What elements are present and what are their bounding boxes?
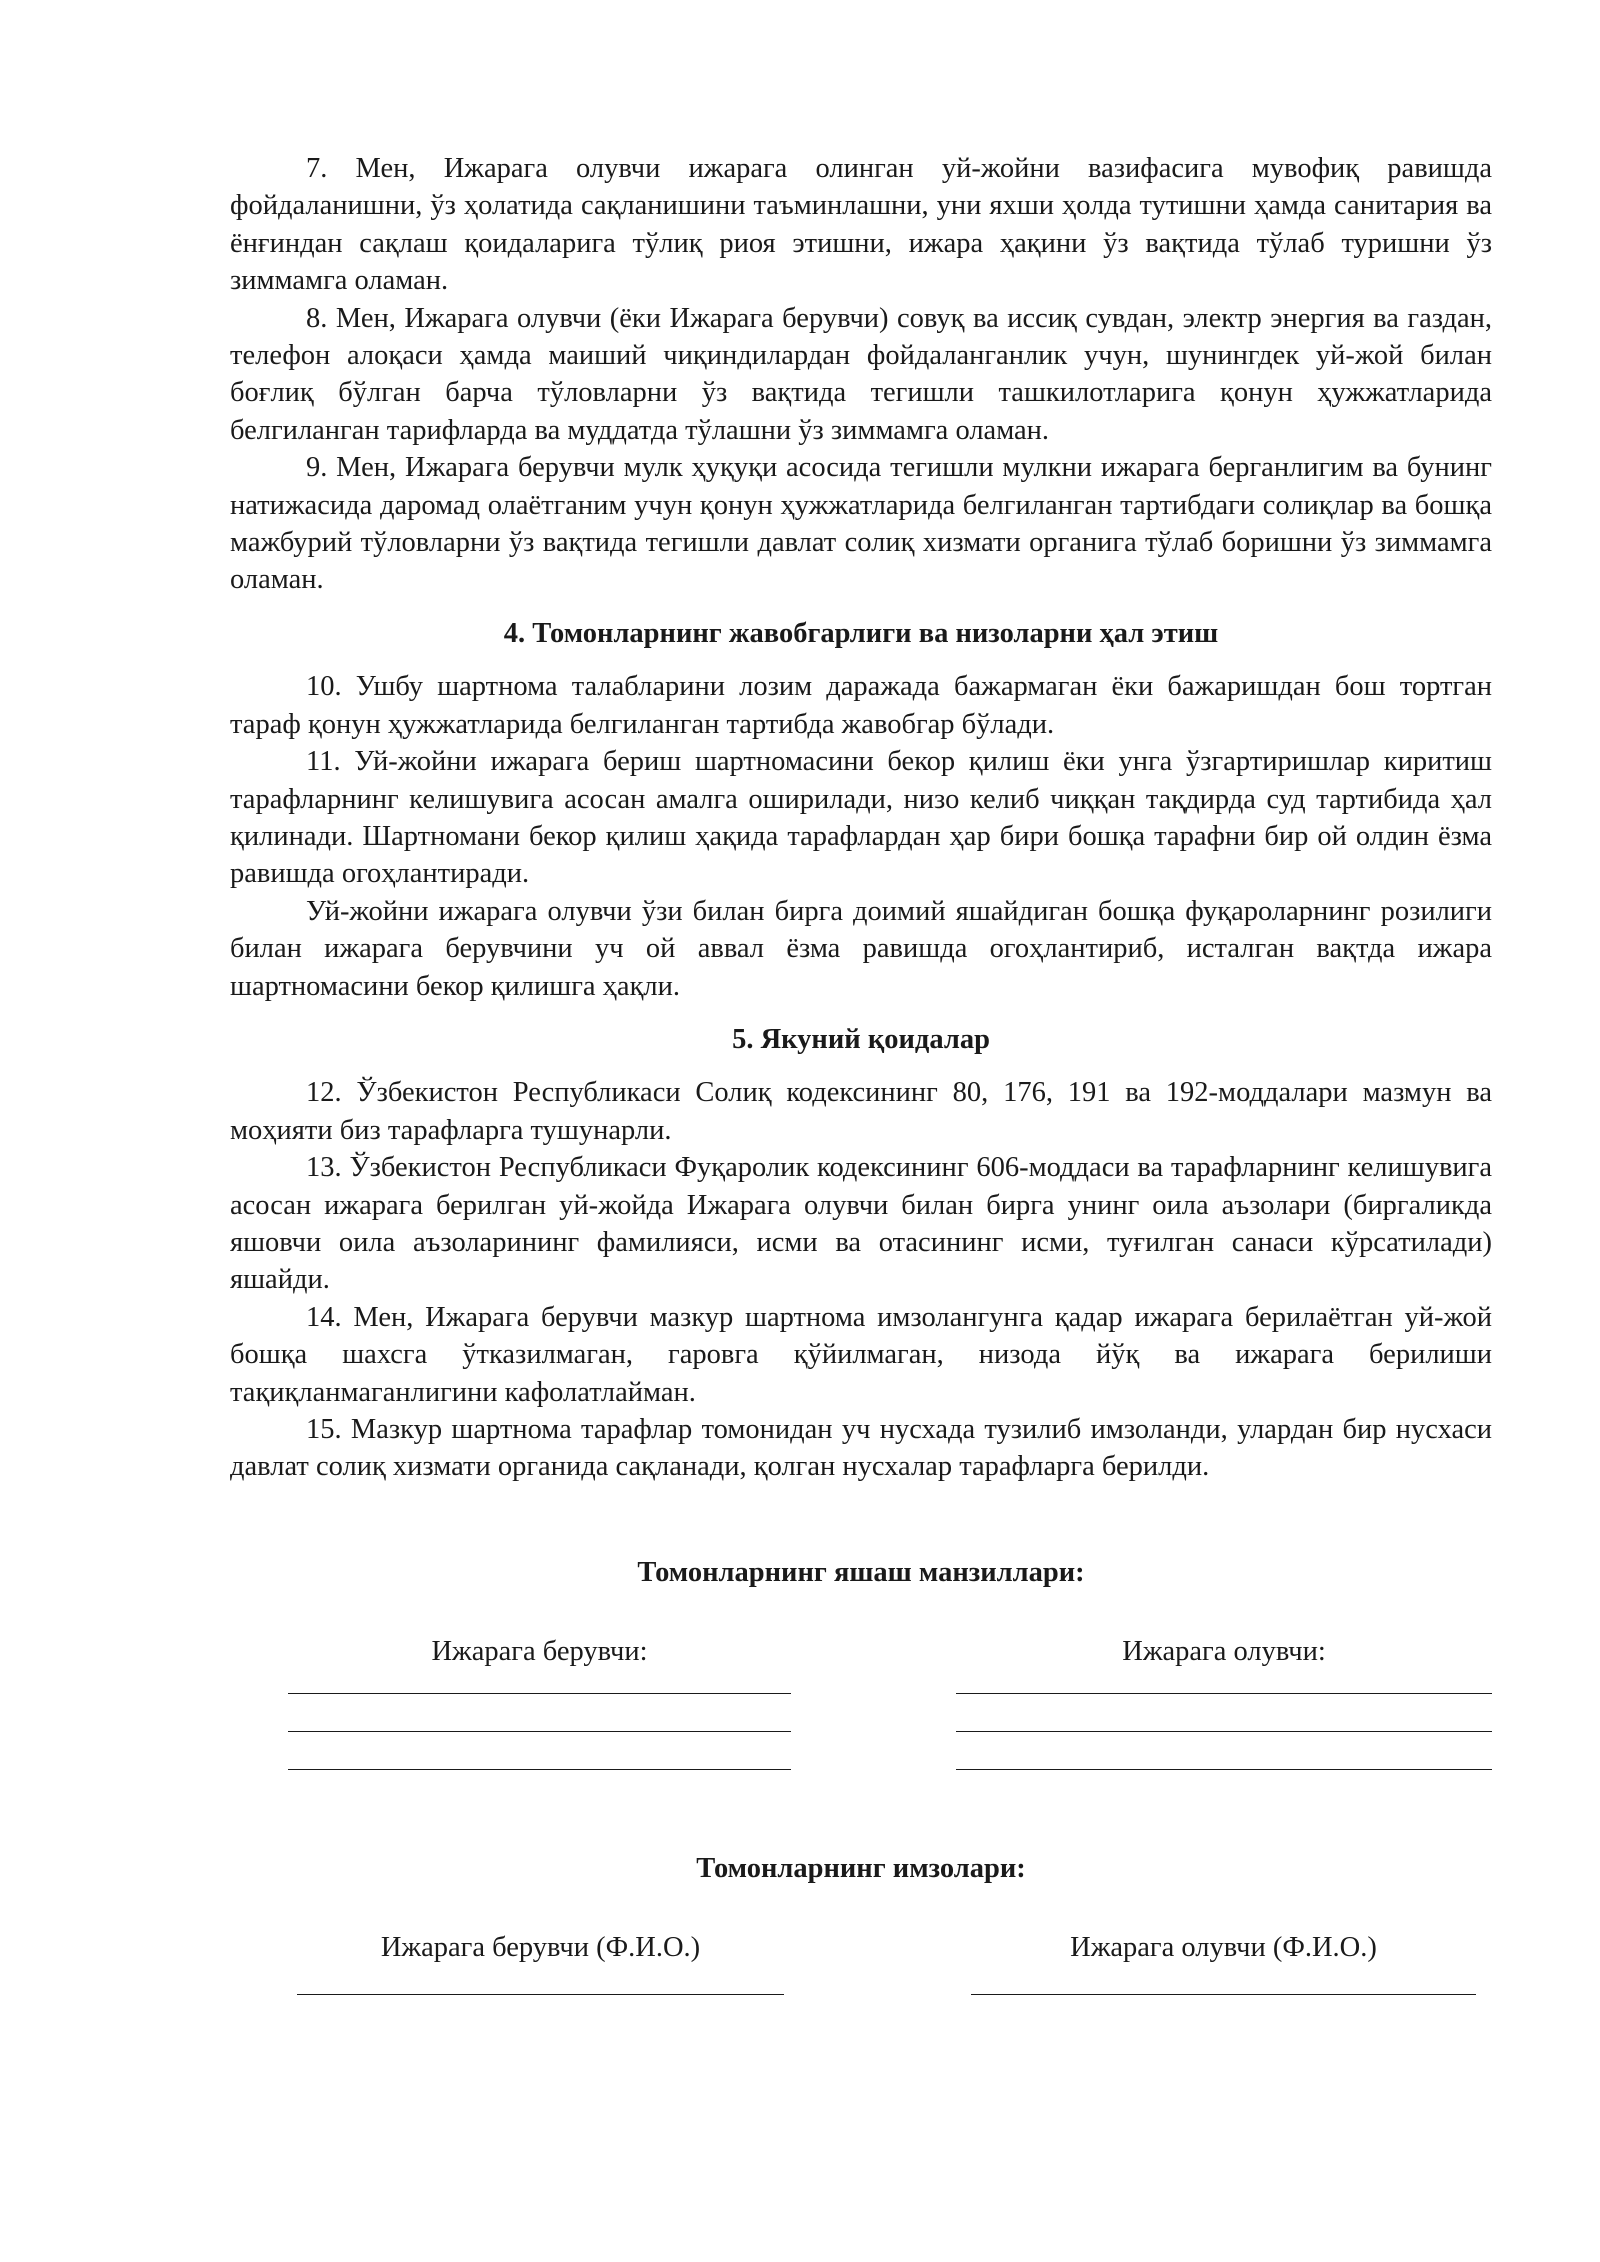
- tenant-address-line-2: [956, 1731, 1492, 1732]
- section-4-heading: 4. Томонларнинг жавобгарлиги ва низоларни ҳал этиш: [503, 617, 1219, 649]
- signatures-block: [230, 1929, 1492, 1995]
- landlord-address-line-2: [288, 1731, 791, 1732]
- addresses-block: [230, 1633, 1492, 1769]
- landlord-address-label: Ижарага берувчи:: [431, 1636, 648, 1668]
- paragraph-13: 13. Ўзбекистон Республикаси Фуқаролик кодексининг 606-моддаси ва тарафларнинг келишувига асосан ижарага берилган уй-жойда Ижарага олувчи билан бирга унинг оила аъзолари (биргаликда яшовчи оила аъзоларининг фамилияси, исми ва отасининг исми, туғилган санаси кўрсатилади) яшайди.: [230, 1152, 1492, 1296]
- paragraph-8: 8. Мен, Ижарага олувчи (ёки Ижарага берувчи) совуқ ва иссиқ сувдан, электр энергия ва газдан, телефон алоқаси ҳамда маиший чиқиндилардан фойдаланганлик учун, шунингдек уй-жой билан боғлиқ бўлган барча тўловларни ўз вақтида тегишли ташкилотларига қонун ҳужжатларида белгиланган тарифларда ва муддатда тўлашни ўз зиммамга оламан.: [230, 302, 1492, 446]
- paragraph-11-continued: Уй-жойни ижарага олувчи ўзи билан бирга доимий яшайдиган бошқа фуқароларнинг розилиги билан ижарага берувчини уч ой аввал ёзма равишда огоҳлантириб, исталган вақтда ижара шартномасини бекор қилишга ҳақли.: [230, 895, 1492, 1002]
- section-5-heading: 5. Якуний қоидалар: [732, 1023, 990, 1055]
- landlord-address-line-1: [288, 1693, 791, 1694]
- landlord-signature-label: Ижарага берувчи (Ф.И.О.): [380, 1932, 701, 1964]
- paragraph-15: 15. Мазкур шартнома тарафлар томонидан уч нусхада тузилиб имзоланди, улардан бир нусхаси давлат солиқ хизмати органида сақланади, қолган нусхалар тарафларга берилди.: [230, 1414, 1492, 1483]
- signatures-heading: Томонларнинг имзолари:: [696, 1852, 1026, 1884]
- landlord-signature-line: [297, 1994, 784, 1995]
- addresses-heading: Томонларнинг яшаш манзиллари:: [637, 1556, 1085, 1588]
- tenant-address-label: Ижарага олувчи:: [1122, 1636, 1326, 1668]
- paragraph-12: 12. Ўзбекистон Республикаси Солиқ кодексининг 80, 176, 191 ва 192-моддалари мазмун ва моҳияти биз тарафларга тушунарли.: [230, 1077, 1492, 1146]
- paragraph-9: 9. Мен, Ижарага берувчи мулк ҳуқуқи асосида тегишли мулкни ижарага берганлигим ва бунинг натижасида даромад олаётганим учун қонун ҳужжатларида белгиланган тартибдаги солиқлар ва бошқа мажбурий тўловларни ўз вақтида тегишли давлат солиқ хизмати органига тўлаб боришни ўз зиммамга оламан.: [230, 452, 1492, 596]
- landlord-signature: [297, 1929, 784, 1995]
- paragraph-14: 14. Мен, Ижарага берувчи мазкур шартнома имзолангунга қадар ижарага берилаётган уй-жой бошқа шахсга ўтказилмаган, гаровга қўйилмаган, низода йўқ ва ижарага берилиши тақиқланмаганлигини кафолатлайман.: [230, 1301, 1492, 1408]
- landlord-address-line-3: [288, 1769, 791, 1770]
- paragraph-10: 10. Ушбу шартнома талабларини лозим даражада бажармаган ёки бажаришдан бош тортган тараф қонун ҳужжатларида белгиланган тартибда жавобгар бўлади.: [230, 671, 1492, 740]
- tenant-signature-label: Ижарага олувчи (Ф.И.О.): [1070, 1932, 1377, 1964]
- tenant-signature: [971, 1929, 1476, 1995]
- tenant-address: [956, 1633, 1492, 1769]
- paragraph-7: 7. Мен, Ижарага олувчи ижарага олинган уй-жойни вазифасига мувофиқ равишда фойдаланишни, ўз ҳолатида сақланишини таъминлашни, уни яхши ҳолда тутишни ҳамда санитария ва ёнғиндан сақлаш қоидаларига тўлиқ риоя этишни, ижара ҳақини ўз вақтида тўлаб туришни ўз зиммамга оламан.: [230, 153, 1492, 297]
- document-page: [230, 150, 1492, 1995]
- landlord-address: [288, 1633, 791, 1769]
- tenant-address-line-3: [956, 1769, 1492, 1770]
- paragraph-11: 11. Уй-жойни ижарага бериш шартномасини бекор қилиш ёки унга ўзгартиришлар киритиш тарафларнинг келишувига асосан амалга оширилади, низо келиб чиққан тақдирда суд тартибида ҳал қилинади. Шартномани бекор қилиш ҳақида тарафлардан ҳар бири бошқа тарафни бир ой олдин ёзма равишда огоҳлантиради.: [230, 746, 1492, 890]
- tenant-signature-line: [971, 1994, 1476, 1995]
- tenant-address-line-1: [956, 1693, 1492, 1694]
